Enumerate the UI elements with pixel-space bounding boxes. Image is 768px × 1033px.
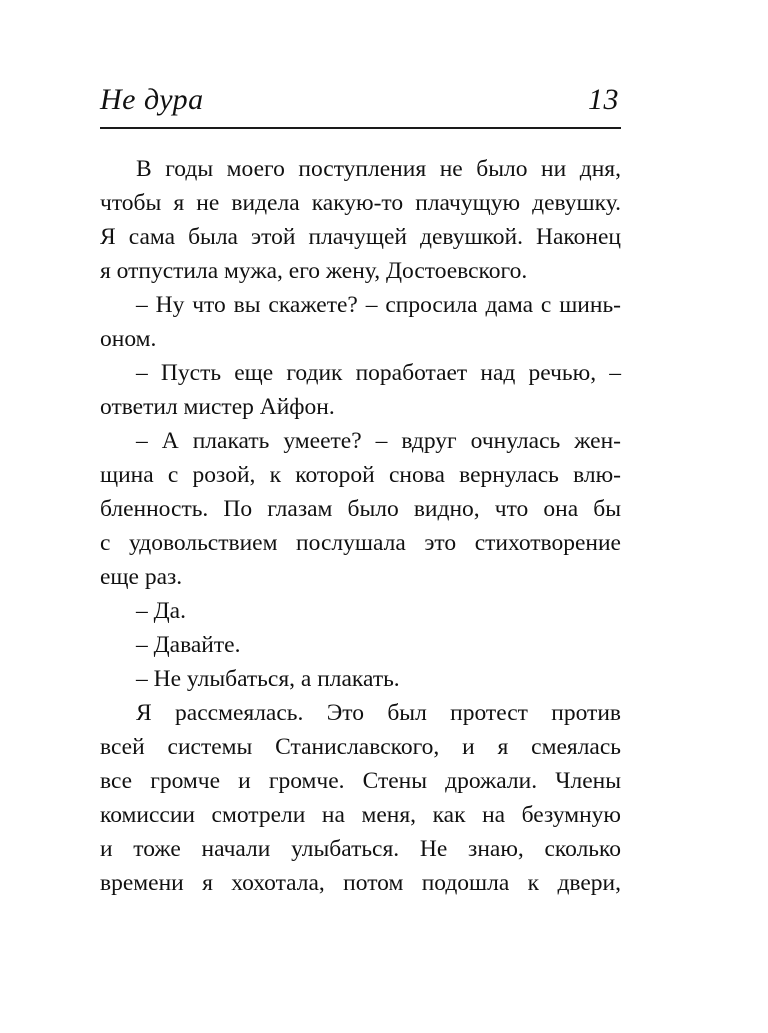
page-number: 13 bbox=[588, 83, 619, 116]
paragraph bbox=[100, 152, 621, 288]
text-line: щина с розой, к которой снова вернулась влю- bbox=[100, 462, 621, 488]
running-title: Не дура bbox=[100, 83, 204, 116]
paragraph bbox=[100, 594, 621, 628]
text-line: – Ну что вы скажете? – спросила дама с шинь- bbox=[136, 292, 621, 318]
text-line: ответил мистер Айфон. bbox=[100, 394, 335, 420]
text-line: – Давайте. bbox=[136, 632, 241, 658]
text-line: оном. bbox=[100, 326, 157, 352]
text-line: Я сама была этой плачущей девушкой. Наконец bbox=[100, 224, 621, 250]
text-line: – А плакать умеете? – вдруг очнулась жен- bbox=[136, 428, 621, 454]
paragraph bbox=[100, 288, 621, 356]
text-line: Я рассмеялась. Это был протест против bbox=[136, 700, 621, 726]
body-text bbox=[100, 152, 621, 900]
text-line: чтобы я не видела какую-то плачущую девушку. bbox=[100, 190, 621, 216]
text-line: комиссии смотрели на меня, как на безумную bbox=[100, 802, 621, 828]
text-line: с удовольствием послушала это стихотворение bbox=[100, 530, 621, 556]
paragraph bbox=[100, 628, 621, 662]
text-line: еще раз. bbox=[100, 564, 183, 590]
text-line: все громче и громче. Стены дрожали. Члены bbox=[100, 768, 621, 794]
text-line: бленность. По глазам было видно, что она бы bbox=[100, 496, 621, 522]
paragraph bbox=[100, 424, 621, 594]
paragraph bbox=[100, 662, 621, 696]
header-rule bbox=[100, 127, 621, 129]
text-line: – Да. bbox=[136, 598, 186, 624]
text-line: времени я хохотала, потом подошла к двери, bbox=[100, 870, 621, 896]
text-line: и тоже начали улыбаться. Не знаю, сколько bbox=[100, 836, 621, 862]
text-line: – Пусть еще годик поработает над речью, – bbox=[136, 360, 621, 386]
page-header bbox=[100, 80, 621, 124]
paragraph bbox=[100, 356, 621, 424]
text-line: – Не улыбаться, а плакать. bbox=[136, 666, 400, 692]
text-line: всей системы Станиславского, и я смеялась bbox=[100, 734, 621, 760]
paragraph bbox=[100, 696, 621, 900]
text-line: я отпустила мужа, его жену, Достоевского. bbox=[100, 258, 528, 284]
text-line: В годы моего поступления не было ни дня, bbox=[136, 156, 621, 182]
